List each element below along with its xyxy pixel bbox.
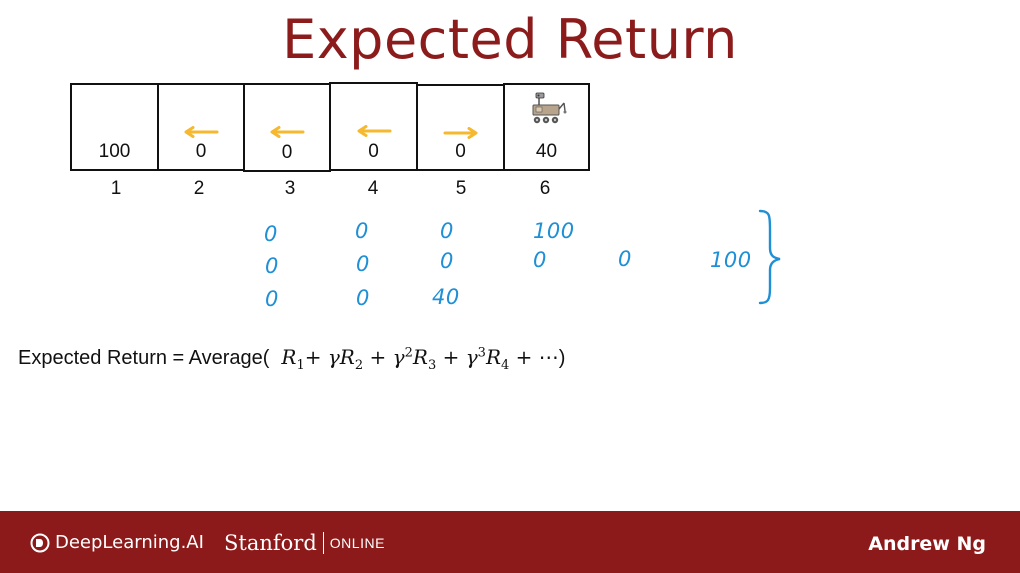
handwritten-value: 0 xyxy=(356,286,370,310)
state-cell-1 xyxy=(70,83,159,171)
footer-bar xyxy=(0,511,1020,573)
handwritten-value: 0 xyxy=(356,252,370,276)
deeplearning-text: DeepLearning.AI xyxy=(55,532,204,553)
handwritten-value: 0 xyxy=(618,247,632,271)
state-cell-2 xyxy=(157,83,245,171)
expected-return-formula xyxy=(18,345,565,373)
handwritten-value: 100 xyxy=(533,219,575,243)
state-cell-6 xyxy=(503,83,590,171)
handwritten-value: 0 xyxy=(264,222,278,246)
slide-title: Expected Return xyxy=(282,8,738,71)
state-index: 5 xyxy=(455,178,467,199)
formula-math: $R_1+ \gamma R_2 + \gamma^2R_3 + \gamma^3R_4$ + ⋯ xyxy=(275,345,559,373)
reward-value: 0 xyxy=(455,141,466,162)
mars-rover-icon xyxy=(529,91,569,132)
state-cell-4 xyxy=(329,82,418,171)
handwritten-value: 0 xyxy=(440,249,454,273)
formula-label: Expected Return = Average( xyxy=(18,347,270,369)
reward-value: 0 xyxy=(281,142,293,163)
stanford-online-logo xyxy=(224,531,385,555)
reward-value: 0 xyxy=(195,141,207,162)
deeplearning-logo xyxy=(30,532,204,553)
state-index: 2 xyxy=(193,178,205,199)
state-index: 1 xyxy=(110,178,122,199)
left-arrow-icon xyxy=(331,124,416,142)
stanford-text: Stanford xyxy=(224,531,317,555)
state-index: 4 xyxy=(367,178,379,199)
handwritten-total: 100 xyxy=(710,248,752,272)
reward-value: 0 xyxy=(368,141,379,162)
reward-value: 100 xyxy=(98,141,131,162)
state-grid xyxy=(70,83,590,171)
handwritten-value: 0 xyxy=(265,287,279,311)
author-name: Andrew Ng xyxy=(868,533,986,555)
state-cell-3 xyxy=(243,83,331,172)
logo-divider xyxy=(323,532,324,554)
handwritten-value: 0 xyxy=(533,248,547,272)
handwritten-value: 0 xyxy=(265,254,279,278)
handwritten-value: 0 xyxy=(440,219,454,243)
online-text: ONLINE xyxy=(329,535,385,551)
reward-value: 40 xyxy=(535,141,558,162)
state-cell-5 xyxy=(416,84,505,171)
handwritten-value: 0 xyxy=(355,219,369,243)
deeplearning-logo-icon xyxy=(30,533,50,553)
state-index: 3 xyxy=(284,178,296,199)
curly-brace-icon xyxy=(756,208,786,311)
state-index: 6 xyxy=(539,178,551,199)
left-arrow-icon xyxy=(245,125,329,143)
handwritten-value: 40 xyxy=(432,285,460,309)
formula-close: ) xyxy=(558,347,566,369)
